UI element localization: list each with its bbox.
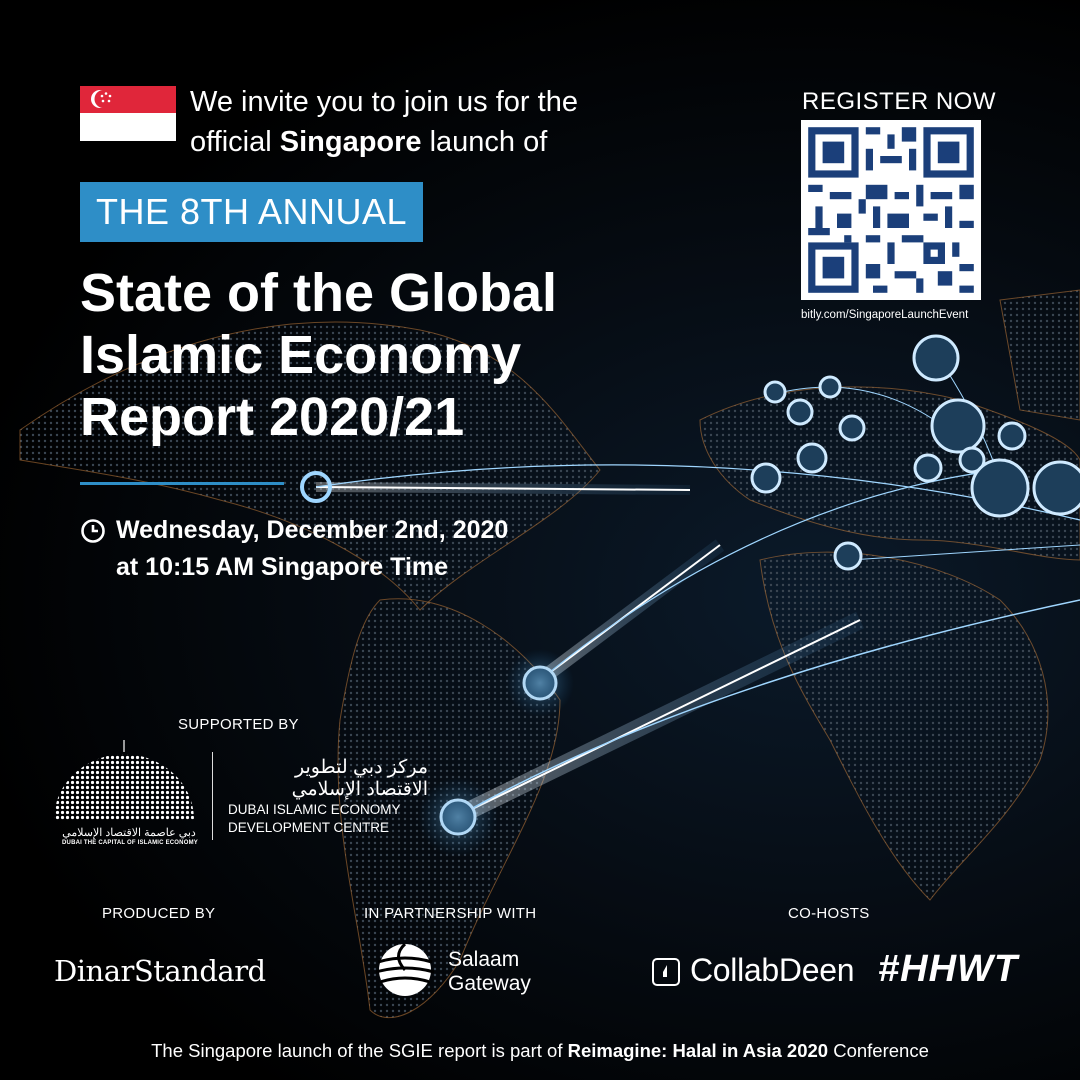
supported-by-label: SUPPORTED BY [178,716,299,733]
title-line-2: Islamic Economy [80,325,522,385]
invite-line-2-post: launch of [421,126,548,158]
invite-country: Singapore [279,126,422,158]
invite-line-2-pre: official [190,126,280,158]
title-line-1: State of the Global [80,263,558,323]
partnership-label: IN PARTNERSHIP WITH [364,905,537,922]
footer-post: Conference [828,1040,929,1061]
produced-by-label: PRODUCED BY [102,905,216,922]
invitation-text [190,82,650,162]
event-date [80,512,508,586]
date-line-2: at 10:15 AM Singapore Time [116,553,449,581]
footer-conference-name: Reimagine: Halal in Asia 2020 [567,1040,829,1061]
footer-pre: The Singapore launch of the SGIE report is part of [151,1040,568,1061]
qr-code-icon [801,120,981,300]
collabdeen-logo-icon [652,958,680,986]
invite-line-1: We invite you to join us for the [190,86,578,118]
dome-logo-english: DUBAI THE CAPITAL OF ISLAMIC ECONOMY [62,840,198,846]
salaam-gateway-name-2: Gateway [448,972,531,995]
centre-english-line-1: DUBAI ISLAMIC ECONOMY [228,802,401,817]
dubai-dome-logo-icon [50,740,200,830]
logo-separator [212,752,213,840]
title-divider [80,482,284,485]
register-label: REGISTER NOW [802,88,997,115]
singapore-flag-icon [80,86,176,141]
dome-logo-arabic: دبي عاصمة الاقتصاد الإسلامي [62,827,196,839]
edition-badge: THE 8TH ANNUAL [80,182,423,242]
cohosts-label: CO-HOSTS [788,905,870,922]
collabdeen-logo: CollabDeen [690,952,855,988]
salaam-gateway-logo-icon [372,942,438,998]
centre-english-line-2: DEVELOPMENT CENTRE [228,820,390,835]
clock-icon [80,518,106,544]
date-line-1: Wednesday, December 2nd, 2020 [116,516,509,544]
qr-code[interactable] [801,120,981,300]
centre-arabic-line-1: مركز دبي لتطوير [294,757,428,778]
register-url[interactable]: bitly.com/SingaporeLaunchEvent [801,309,969,321]
salaam-gateway-name-1: Salaam [448,948,520,971]
title-line-3: Report 2020/21 [80,387,465,447]
dinarstandard-logo: DinarStandard [54,954,266,988]
centre-arabic-line-2: الاقتصاد الإسلامي [291,779,428,800]
footer-note [0,1040,1080,1062]
invite-line-2 [190,122,650,162]
report-title [80,262,680,448]
hhwt-logo: #HHWT [878,948,1019,990]
